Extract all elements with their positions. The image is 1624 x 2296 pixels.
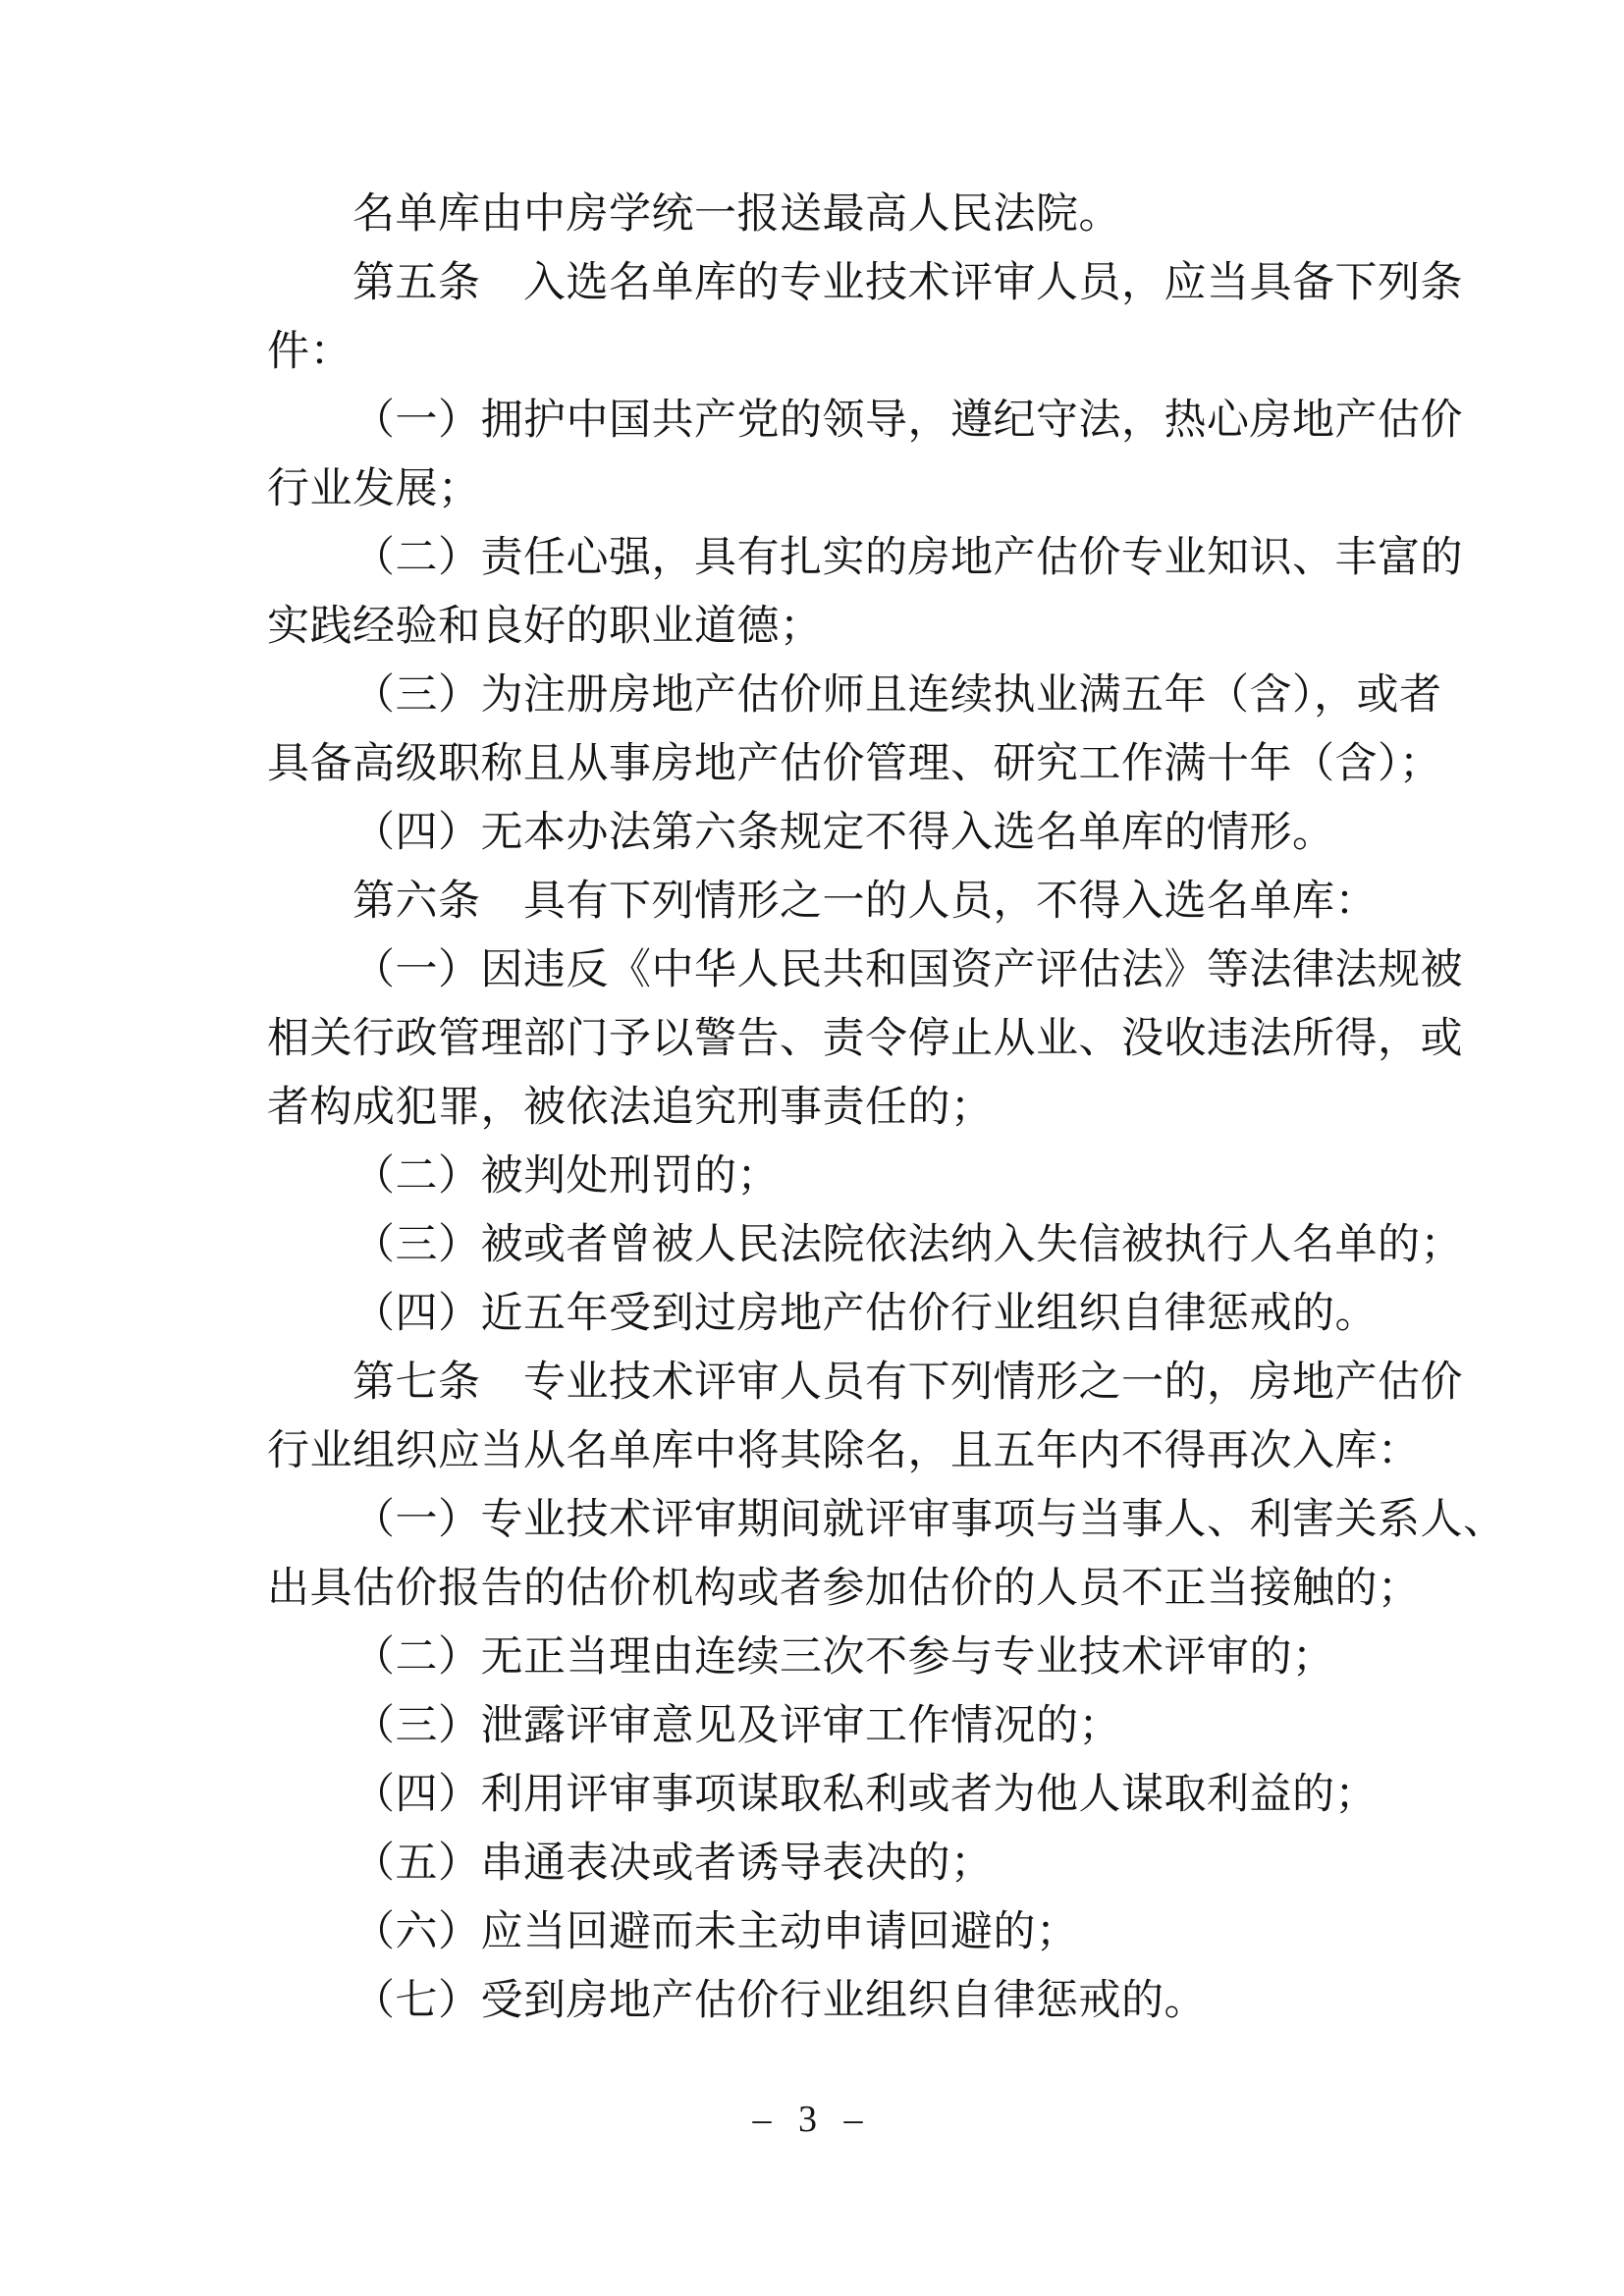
text-line: 出具估价报告的估价机构或者参加估价的人员不正当接触的； [267,1566,1421,1612]
text-line: 行业组织应当从名单库中将其除名，且五年内不得再次入库： [267,1428,1421,1474]
text-line: 第七条 专业技术评审人员有下列情形之一的，房地产估价 [352,1360,1463,1406]
text-line: （三）被或者曾被人民法院依法纳入失信被执行人名单的； [352,1222,1463,1268]
text-line: 第六条 具有下列情形之一的人员，不得入选名单库： [352,879,1378,925]
text-line: （七）受到房地产估价行业组织自律惩戒的。 [352,1978,1207,2024]
text-line: 实践经验和良好的职业道德； [267,604,823,650]
text-line: （五）串通表决或者诱导表决的； [352,1841,994,1887]
text-line: （四）利用评审事项谋取私利或者为他人谋取利益的； [352,1772,1378,1818]
text-line: （二）被判处刑罚的； [352,1153,780,1200]
text-line: 行业发展； [267,466,481,512]
text-line: 第五条 入选名单库的专业技术评审人员，应当具备下列条 [352,260,1463,306]
text-line: （二）无正当理由连续三次不参与专业技术评审的； [352,1634,1335,1681]
text-line: 名单库由中房学统一报送最高人民法院。 [352,191,1121,238]
text-line: （三）为注册房地产估价师且连续执业满五年（含），或者 [352,672,1442,719]
text-line: （一）专业技术评审期间就评审事项与当事人、利害关系人、 [352,1497,1506,1543]
text-line: （三）泄露评审意见及评审工作情况的； [352,1703,1121,1749]
text-line: （二）责任心强，具有扎实的房地产估价专业知识、丰富的 [352,535,1463,581]
text-line: （六）应当回避而未主动申请回避的； [352,1909,1079,1955]
document-body [267,181,1506,2036]
text-line: 具备高级职称且从事房地产估价管理、研究工作满十年（含）； [267,741,1442,787]
text-line: 相关行政管理部门予以警告、责令停止从业、没收违法所得，或 [267,1016,1463,1062]
text-line: 件： [267,329,352,375]
text-line: （一）因违反《中华人民共和国资产评估法》等法律法规被 [352,947,1463,993]
text-line: （四）近五年受到过房地产估价行业组织自律惩戒的。 [352,1291,1378,1337]
page-number: – 3 – [752,2099,872,2140]
text-line: 者构成犯罪，被依法追究刑事责任的； [267,1085,994,1131]
text-line: （四）无本办法第六条规定不得入选名单库的情形。 [352,810,1335,856]
text-line: （一）拥护中国共产党的领导，遵纪守法，热心房地产估价 [352,398,1463,444]
